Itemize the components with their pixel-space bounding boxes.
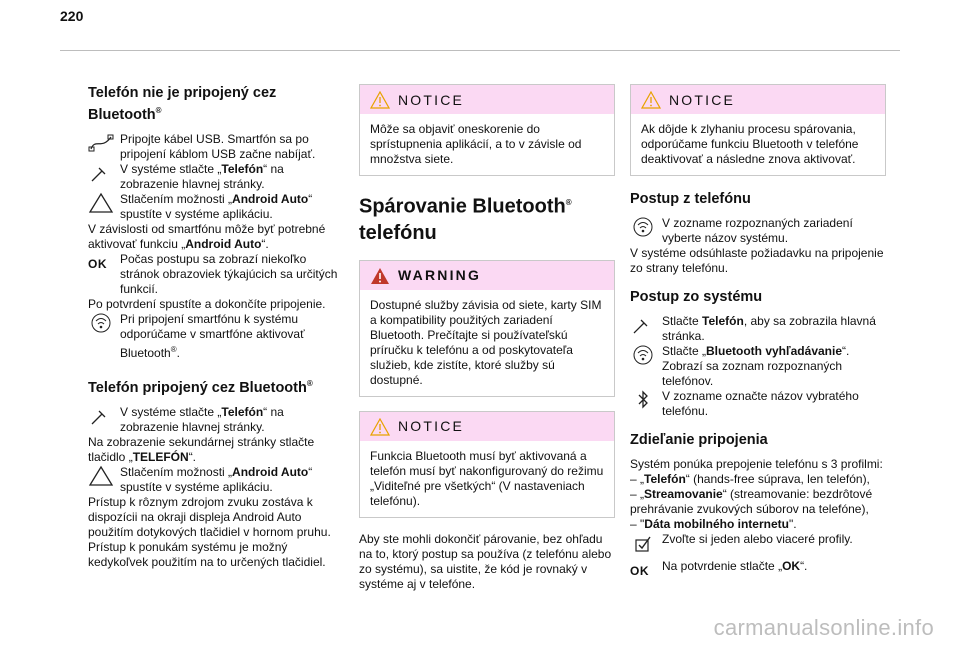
finger-touch-icon xyxy=(88,405,114,427)
ok-icon: OK xyxy=(88,256,107,271)
step-activate-bluetooth: Pri pripojení smartfónu k systému odporúčame v smartfóne aktivovať Bluetooth®. xyxy=(88,312,344,361)
page-number: 220 xyxy=(60,8,84,24)
wifi-hotspot-icon xyxy=(630,216,656,238)
section-heading-sharing: Zdieľanie pripojenia xyxy=(630,432,768,448)
step-android-auto: Stlačením možnosti „Android Auto“ spustíte v systéme aplikáciu. xyxy=(88,192,344,222)
column-2 xyxy=(359,84,615,592)
paragraph-secondary-page: Na zobrazenie sekundárnej stránky stlačte tlačidlo „TELEFÓN“. xyxy=(88,434,315,464)
paragraph-pairing-code: Aby ste mohli dokončiť párovanie, bez ohľadu na to, ktorý postup sa používa (z telefónu alebo zo systému), sa uistite, že kód je rovnaký v systéme aj v telefóne. xyxy=(359,531,612,591)
step-choose-profiles: Zvoľte si jeden alebo viaceré profily. xyxy=(630,532,886,547)
finger-touch-icon xyxy=(630,314,656,336)
header-rule xyxy=(60,50,900,51)
section-heading-connected: Telefón pripojený cez Bluetooth® xyxy=(88,378,313,396)
section-heading-pairing: Spárovanie Bluetooth® telefónu xyxy=(359,195,572,244)
step-press-phone-2: V systéme stlačte „Telefón“ na zobrazenie hlavnej stránky. xyxy=(88,405,344,435)
step-confirm-ok: OK Na potvrdenie stlačte „OK“. xyxy=(630,559,886,574)
warning-triangle-icon xyxy=(88,192,114,214)
step-select-system: V zozname rozpoznaných zariadení vyberte názov systému. xyxy=(630,216,886,246)
paragraph-profiles: Systém ponúka prepojenie telefónu s 3 profilmi: xyxy=(630,457,883,471)
list-item-profile-streaming: – „Streamovanie“ (streamovanie: bezdrôtové prehrávanie zvukových súborov na telefóne), xyxy=(630,487,873,516)
watermark: carmanualsonline.info xyxy=(713,615,934,640)
paragraph-system-menus: Prístup k ponukám systému je možný kedykoľvek použitím na to určených tlačidiel. xyxy=(88,539,326,569)
notice-header: NOTICE xyxy=(360,85,614,114)
paragraph-accept-request: V systéme odsúhlaste požiadavku na pripojenie zo strany telefónu. xyxy=(630,246,884,275)
caution-triangle-icon xyxy=(641,91,661,109)
checkbox-icon xyxy=(630,532,656,554)
paragraph-confirm: Po potvrdení spustíte a dokončíte pripojenie. xyxy=(88,296,326,311)
step-press-phone: V systéme stlačte „Telefón“ na zobrazenie hlavnej stránky. xyxy=(88,162,344,192)
step-bluetooth-search: Stlačte „Bluetooth vyhľadávanie“. Zobrazí sa zoznam rozpoznaných telefónov. xyxy=(630,344,886,389)
column-3 xyxy=(630,84,886,578)
warning-header: WARNING xyxy=(360,261,614,290)
step-android-auto-2: Stlačením možnosti „Android Auto“ spustíte v systéme aplikáciu. xyxy=(88,465,344,495)
step-select-phone: V zozname označte názov vybratého telefónu. xyxy=(630,389,886,419)
notice-box-bluetooth: NOTICE Funkcia Bluetooth musí byť aktivovaná a telefón musí byť nakonfigurovaný do režimu „Viditeľné pre všetkých“ (V nastaveniach telefónu). xyxy=(359,411,615,518)
step-connect-usb: Pripojte kábel USB. Smartfón sa po pripojení káblom USB začne nabíjať. xyxy=(88,132,344,162)
bluetooth-icon xyxy=(630,389,656,411)
warning-triangle-icon xyxy=(370,267,390,285)
section-heading-from-phone: Postup z telefónu xyxy=(630,191,751,207)
caution-triangle-icon xyxy=(370,418,390,436)
finger-touch-icon xyxy=(88,162,114,184)
section-heading-from-system: Postup zo systému xyxy=(630,289,763,305)
warning-box-services: WARNING Dostupné služby závisia od siete, karty SIM a kompatibility použitých zariadení Bluetooth. Prečítajte si používateľskú príručku k telefónu a od poskytovateľa služieb, kde zistíte, ktoré služby sú dostupné. xyxy=(359,260,615,397)
notice-header: NOTICE xyxy=(631,85,885,114)
step-screens: OK Počas postupu sa zobrazí niekoľko stránok obrazoviek týkajúcich sa určitých funkcií. xyxy=(88,251,338,296)
step-press-phone-3: Stlačte Telefón, aby sa zobrazila hlavná stránka. xyxy=(630,314,886,344)
usb-cable-icon xyxy=(88,132,114,154)
notice-box-pairing-failure: NOTICE Ak dôjde k zlyhaniu procesu spárovania, odporúčame funkciu Bluetooth v telefóne deaktivovať a následne znova aktivovať. xyxy=(630,84,886,176)
warning-triangle-icon xyxy=(88,465,114,487)
list-item-profile-data: – "Dáta mobilného internetu". xyxy=(630,517,797,531)
paragraph-audio-sources: Prístup k rôznym zdrojom zvuku zostáva k dispozícii na okraji displeja Android Auto použitím dotykových tlačidiel v hornom pruhu. xyxy=(88,494,331,539)
list-item-profile-phone: – „Telefón“ (hands-free súprava, len telefón), xyxy=(630,472,870,486)
ok-icon: OK xyxy=(630,564,649,578)
notice-box-delay: NOTICE Môže sa objaviť oneskorenie do sprístupnenia aplikácií, a to v závisle od množstva siete. xyxy=(359,84,615,176)
column-1 xyxy=(88,84,344,570)
caution-triangle-icon xyxy=(370,91,390,109)
notice-header: NOTICE xyxy=(360,412,614,441)
wifi-hotspot-icon xyxy=(88,312,114,334)
paragraph-activate-android-auto: V závislosti od smartfónu môže byť potrebné aktivovať funkciu „Android Auto“. xyxy=(88,221,326,251)
section-heading-not-connected: Telefón nie je pripojený cez Bluetooth® xyxy=(88,85,277,123)
wifi-hotspot-icon xyxy=(630,344,656,366)
